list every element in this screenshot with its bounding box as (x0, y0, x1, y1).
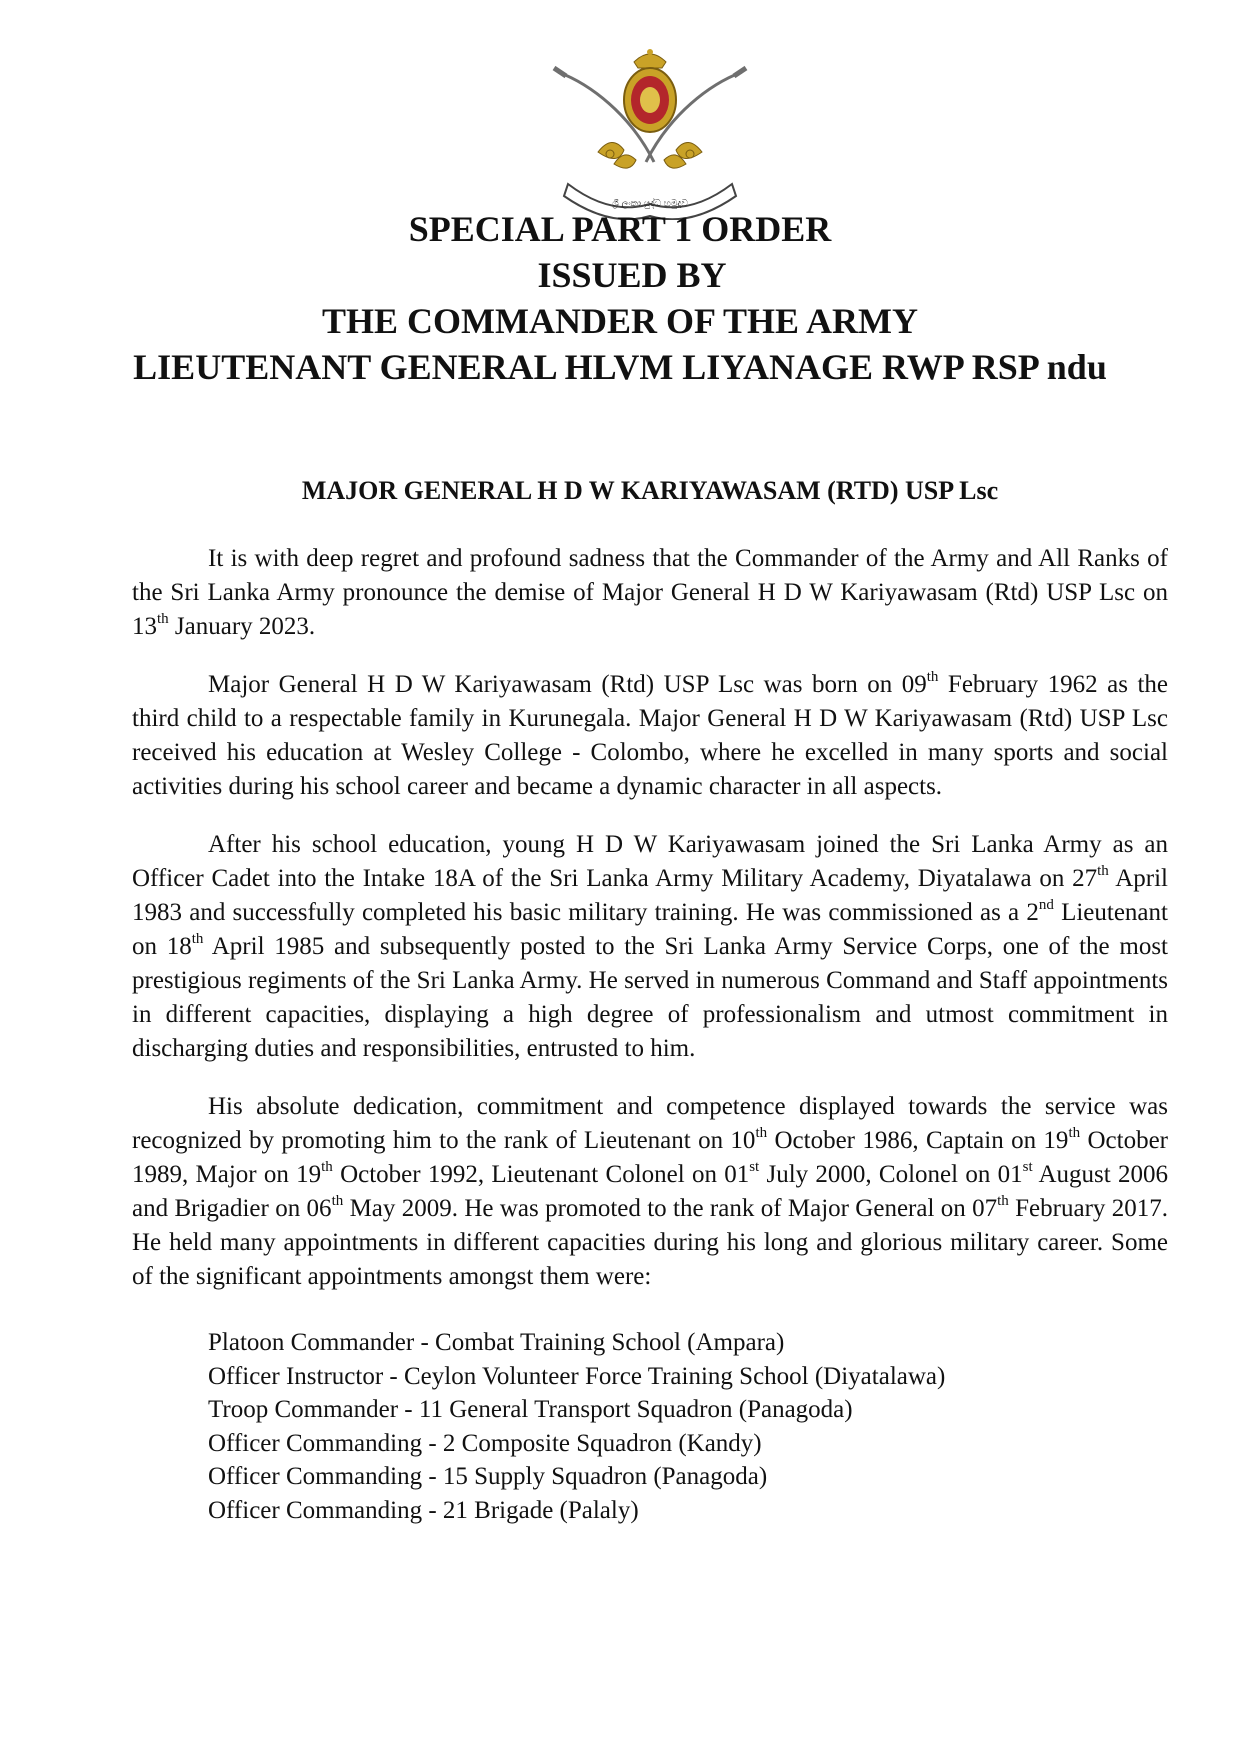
list-item: Platoon Commander - Combat Training School (Ampara) (208, 1329, 785, 1356)
appointments-list (208, 1326, 1168, 1527)
medallion-icon (624, 68, 676, 132)
emblem-motto: ශ්‍රී ලංකා යුද්ධ හමුදාව (612, 199, 688, 209)
paragraph-1: It is with deep regret and profound sadness that the Commander of the Army and All Ranks of the Sri Lanka Army pronounce the demise of Major General H D W Kariyawasam (Rtd) USP Lsc on 13th January 2023. (132, 545, 1168, 640)
title-line-4: LIEUTENANT GENERAL HLVM LIYANAGE RWP RSP ndu (133, 347, 1107, 387)
title-line-2: ISSUED BY (537, 255, 727, 295)
order-title-block (0, 206, 1240, 390)
document-body (132, 542, 1168, 1527)
paragraph-4: His absolute dedication, commitment and competence displayed towards the service was recognized by promoting him to the rank of Lieutenant on 10th October 1986, Captain on 19th October 1989, Major on 19th October 1992, Lieutenant Colonel on 01st July 2000, Colonel on 01st August 2006 and Brigadier on 06th May 2009. He was promoted to the rank of Major General on 07th February 2017. He held many appointments in different capacities during his long and glorious military career. Some of the significant appointments amongst them were: (132, 1093, 1168, 1290)
crown-icon (634, 49, 666, 68)
list-item: Officer Instructor - Ceylon Volunteer Force Training School (Diyatalawa) (208, 1362, 946, 1390)
army-crest-emblem (550, 44, 750, 220)
paragraph-2: Major General H D W Kariyawasam (Rtd) USP Lsc was born on 09th February 1962 as the third child to a respectable family in Kurunegala. Major General H D W Kariyawasam (Rtd) USP Lsc received his education at Wesley College - Colombo, where he excelled in many sports and social activities during his school career and became a dynamic character in all aspects. (132, 668, 1168, 800)
title-line-1: SPECIAL PART 1 ORDER (408, 209, 832, 249)
list-item: Officer Commanding - 2 Composite Squadron (Kandy) (208, 1429, 762, 1457)
list-item: Troop Commander - 11 General Transport Squadron (Panagoda) (208, 1396, 853, 1423)
list-item: Officer Commanding - 15 Supply Squadron (Panagoda) (208, 1463, 768, 1490)
title-line-3: THE COMMANDER OF THE ARMY (321, 301, 918, 341)
paragraph-3: After his school education, young H D W Kariyawasam joined the Sri Lanka Army as an Officer Cadet into the Intake 18A of the Sri Lanka Army Military Academy, Diyatalawa on 27th April 1983 and successfully completed his basic military training. He was commissioned as a 2nd Lieutenant on 18th April 1985 and subsequently posted to the Sri Lanka Army Service Corps, one of the most prestigious regiments of the Sri Lanka Army. He served in numerous Command and Staff appointments in different capacities, displaying a high degree of professionalism and utmost commitment in discharging duties and responsibilities, entrusted to him. (132, 831, 1168, 1062)
list-item: Officer Commanding - 21 Brigade (Palaly) (208, 1496, 639, 1524)
subject-heading: MAJOR GENERAL H D W KARIYAWASAM (RTD) USP Lsc (301, 476, 999, 505)
